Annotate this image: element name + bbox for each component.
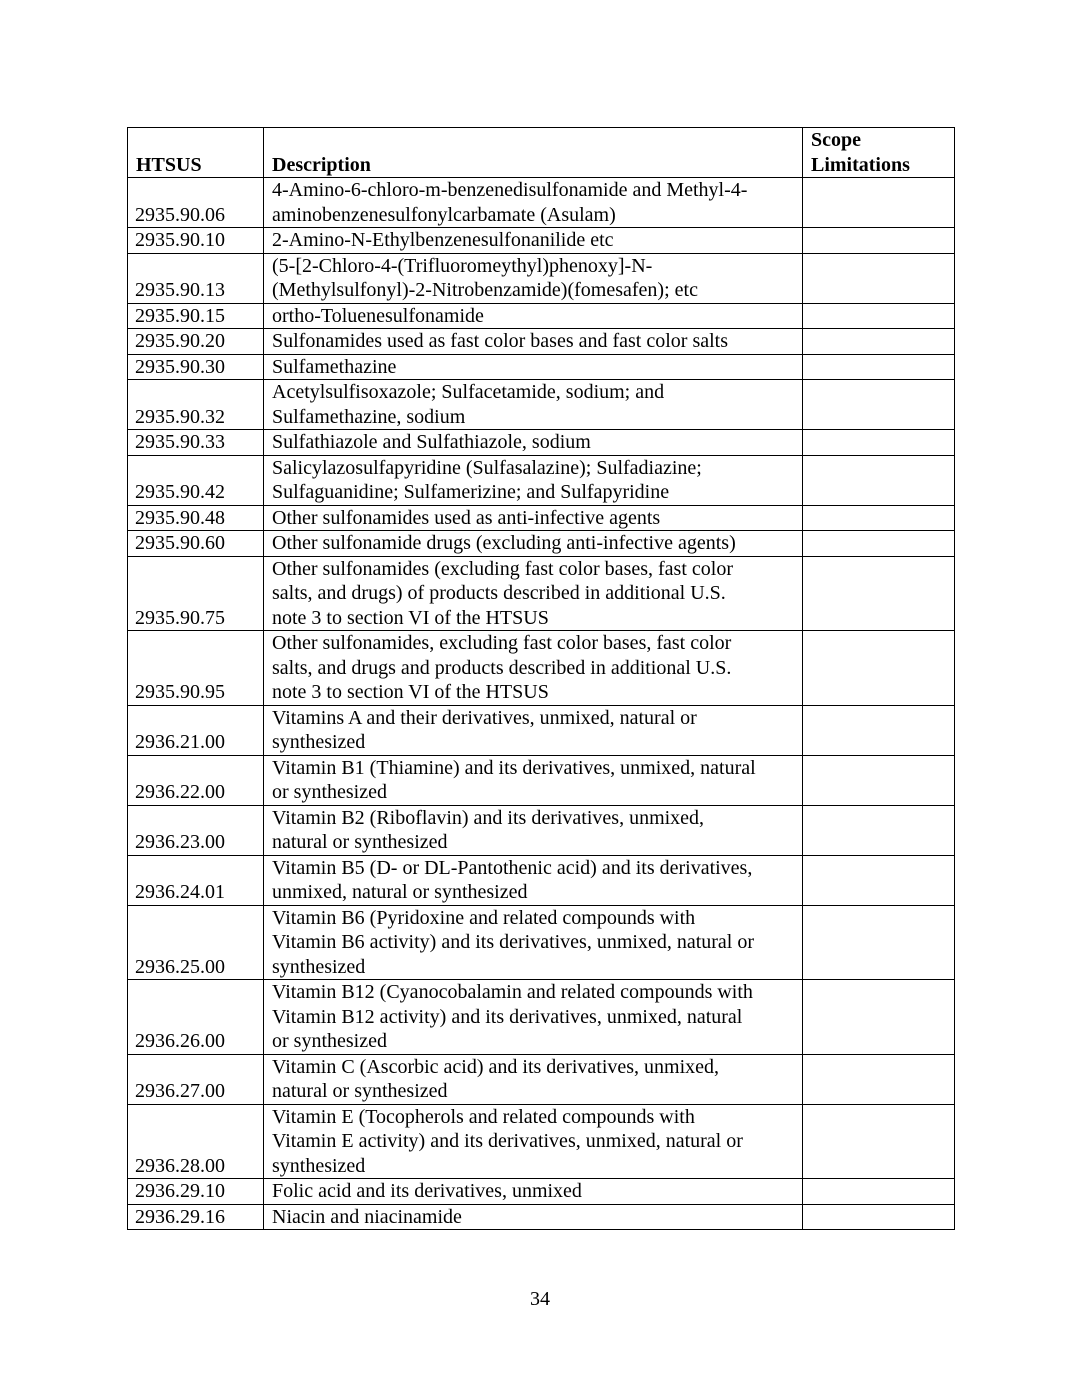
htsus-code-cell: 2935.90.75 <box>128 556 264 631</box>
description-line: Vitamin B12 activity) and its derivatives, unmixed, natural <box>272 1005 743 1028</box>
table-row <box>128 380 955 430</box>
scope-limitations-cell <box>803 1054 955 1104</box>
table-row <box>128 430 955 456</box>
htsus-code-cell: 2935.90.42 <box>128 455 264 505</box>
table-row <box>128 228 955 254</box>
description-cell <box>264 556 803 631</box>
description-line: natural or synthesized <box>272 831 448 853</box>
htsus-code-cell: 2936.21.00 <box>128 705 264 755</box>
description-line: Salicylazosulfapyridine (Sulfasalazine); Sulfadiazine; <box>272 456 702 479</box>
description-line: salts, and drugs and products described in additional U.S. <box>272 656 732 679</box>
description-line: Sulfathiazole and Sulfathiazole, sodium <box>272 431 591 453</box>
htsus-code-cell: 2935.90.60 <box>128 531 264 557</box>
table-row <box>128 1179 955 1205</box>
description-line: ortho-Toluenesulfonamide <box>272 304 484 327</box>
description-cell <box>264 253 803 303</box>
table-row <box>128 354 955 380</box>
description-line: Sulfonamides used as fast color bases and fast color salts <box>272 330 729 352</box>
description-line: Other sulfonamides (excluding fast color bases, fast color <box>272 557 733 580</box>
description-line: synthesized <box>272 955 366 978</box>
scope-limitations-cell <box>803 556 955 631</box>
description-cell <box>264 303 803 329</box>
description-line: Vitamin B12 (Cyanocobalamin and related compounds with <box>272 981 753 1003</box>
scope-limitations-cell <box>803 1104 955 1179</box>
description-line: Other sulfonamides, excluding fast color bases, fast color <box>272 632 732 654</box>
description-line: Vitamins A and their derivatives, unmixed, natural or <box>272 706 697 729</box>
description-line: aminobenzenesulfonylcarbamate (Asulam) <box>272 203 616 226</box>
description-line: Vitamin E activity) and its derivatives, unmixed, natural or <box>272 1130 743 1152</box>
htsus-table <box>127 127 955 1230</box>
scope-limitations-cell <box>803 455 955 505</box>
description-line: (Methylsulfonyl)-2-Nitrobenzamide)(fomesafen); etc <box>272 279 698 301</box>
scope-limitations-cell <box>803 505 955 531</box>
scope-limitations-cell <box>803 303 955 329</box>
description-line: synthesized <box>272 1154 366 1177</box>
table-row <box>128 1104 955 1179</box>
description-cell <box>264 755 803 805</box>
description-cell <box>264 505 803 531</box>
scope-limitations-cell <box>803 354 955 380</box>
description-cell <box>264 430 803 456</box>
description-cell <box>264 178 803 228</box>
description-line: Vitamin B6 activity) and its derivatives, unmixed, natural or <box>272 931 755 953</box>
description-line: Vitamin B2 (Riboflavin) and its derivatives, unmixed, <box>272 806 705 829</box>
description-line: Vitamin B5 (D- or DL-Pantothenic acid) and its derivatives, <box>272 856 753 879</box>
scope-limitations-cell <box>803 631 955 706</box>
scope-limitations-cell <box>803 855 955 905</box>
table-row <box>128 631 955 706</box>
scope-limitations-cell <box>803 1204 955 1230</box>
table-row <box>128 303 955 329</box>
htsus-code-cell: 2935.90.06 <box>128 178 264 228</box>
scope-limitations-cell <box>803 1179 955 1205</box>
description-line: synthesized <box>272 731 366 753</box>
table-body <box>128 178 955 1230</box>
header-htsus: HTSUS <box>128 128 264 178</box>
description-cell <box>264 1104 803 1179</box>
description-line: unmixed, natural or synthesized <box>272 881 528 903</box>
table-row <box>128 705 955 755</box>
scope-limitations-cell <box>803 755 955 805</box>
htsus-code-cell: 2936.28.00 <box>128 1104 264 1179</box>
description-line: 4-Amino-6-chloro-m-benzenedisulfonamide and Methyl-4- <box>272 179 748 201</box>
scope-limitations-cell <box>803 380 955 430</box>
description-line: natural or synthesized <box>272 1080 448 1102</box>
htsus-code-cell: 2935.90.32 <box>128 380 264 430</box>
description-cell <box>264 354 803 380</box>
htsus-code-cell: 2935.90.10 <box>128 228 264 254</box>
htsus-code-cell: 2936.29.10 <box>128 1179 264 1205</box>
header-scope-line1: Scope <box>811 129 861 151</box>
description-line: 2-Amino-N-Ethylbenzenesulfonanilide etc <box>272 229 614 251</box>
description-line: Other sulfonamides used as anti-infective agents <box>272 506 661 529</box>
description-cell <box>264 1054 803 1104</box>
scope-limitations-cell <box>803 905 955 980</box>
table-row <box>128 980 955 1055</box>
description-cell <box>264 855 803 905</box>
description-line: Niacin and niacinamide <box>272 1205 462 1228</box>
htsus-code-cell: 2935.90.48 <box>128 505 264 531</box>
description-cell <box>264 631 803 706</box>
description-cell <box>264 1204 803 1230</box>
header-description: Description <box>264 128 803 178</box>
description-cell <box>264 329 803 355</box>
description-line: Sulfamethazine <box>272 355 397 378</box>
table-row <box>128 505 955 531</box>
description-line: Vitamin E (Tocopherols and related compounds with <box>272 1105 695 1128</box>
description-cell <box>264 1179 803 1205</box>
scope-limitations-cell <box>803 531 955 557</box>
htsus-code-cell: 2935.90.20 <box>128 329 264 355</box>
description-line: Vitamin C (Ascorbic acid) and its derivatives, unmixed, <box>272 1055 720 1078</box>
description-cell <box>264 805 803 855</box>
scope-limitations-cell <box>803 228 955 254</box>
table-row <box>128 1054 955 1104</box>
table-row <box>128 1204 955 1230</box>
htsus-code-cell: 2935.90.30 <box>128 354 264 380</box>
header-scope-limitations <box>803 128 955 178</box>
description-line: or synthesized <box>272 1030 387 1052</box>
description-cell <box>264 228 803 254</box>
htsus-code-cell: 2935.90.33 <box>128 430 264 456</box>
description-line: Sulfaguanidine; Sulfamerizine; and Sulfapyridine <box>272 481 670 503</box>
htsus-code-cell: 2936.26.00 <box>128 980 264 1055</box>
description-line: salts, and drugs) of products described in additional U.S. <box>272 582 726 604</box>
table-row <box>128 905 955 980</box>
page-number: 34 <box>530 1288 550 1310</box>
description-cell <box>264 531 803 557</box>
scope-limitations-cell <box>803 980 955 1055</box>
description-line: (5-[2-Chloro-4-(Trifluoromeythyl)phenoxy]-N- <box>272 254 653 277</box>
description-line: note 3 to section VI of the HTSUS <box>272 606 549 629</box>
htsus-code-cell: 2935.90.15 <box>128 303 264 329</box>
htsus-code-cell: 2936.24.01 <box>128 855 264 905</box>
htsus-code-cell: 2936.25.00 <box>128 905 264 980</box>
scope-limitations-cell <box>803 805 955 855</box>
scope-limitations-cell <box>803 329 955 355</box>
table-row <box>128 531 955 557</box>
table-row <box>128 455 955 505</box>
htsus-code-cell: 2936.29.16 <box>128 1204 264 1230</box>
header-scope-line2: Limitations <box>811 153 910 176</box>
description-line: Acetylsulfisoxazole; Sulfacetamide, sodium; and <box>272 381 665 403</box>
description-line: Vitamin B1 (Thiamine) and its derivatives, unmixed, natural <box>272 756 756 779</box>
table-row <box>128 556 955 631</box>
table-row <box>128 755 955 805</box>
table-row <box>128 329 955 355</box>
htsus-code-cell: 2936.27.00 <box>128 1054 264 1104</box>
description-line: Sulfamethazine, sodium <box>272 405 466 428</box>
table-header-row <box>128 128 955 178</box>
table-row <box>128 253 955 303</box>
description-cell <box>264 455 803 505</box>
htsus-code-cell: 2935.90.95 <box>128 631 264 706</box>
description-cell <box>264 705 803 755</box>
table-row <box>128 805 955 855</box>
table-row <box>128 855 955 905</box>
scope-limitations-cell <box>803 430 955 456</box>
description-line: note 3 to section VI of the HTSUS <box>272 681 549 703</box>
table-row <box>128 178 955 228</box>
description-line: Folic acid and its derivatives, unmixed <box>272 1180 582 1202</box>
scope-limitations-cell <box>803 178 955 228</box>
description-line: Other sulfonamide drugs (excluding anti-infective agents) <box>272 532 736 554</box>
description-line: or synthesized <box>272 781 387 803</box>
scope-limitations-cell <box>803 253 955 303</box>
htsus-code-cell: 2935.90.13 <box>128 253 264 303</box>
htsus-code-cell: 2936.22.00 <box>128 755 264 805</box>
scope-limitations-cell <box>803 705 955 755</box>
description-cell <box>264 380 803 430</box>
description-cell <box>264 980 803 1055</box>
description-cell <box>264 905 803 980</box>
htsus-code-cell: 2936.23.00 <box>128 805 264 855</box>
description-line: Vitamin B6 (Pyridoxine and related compounds with <box>272 906 696 929</box>
